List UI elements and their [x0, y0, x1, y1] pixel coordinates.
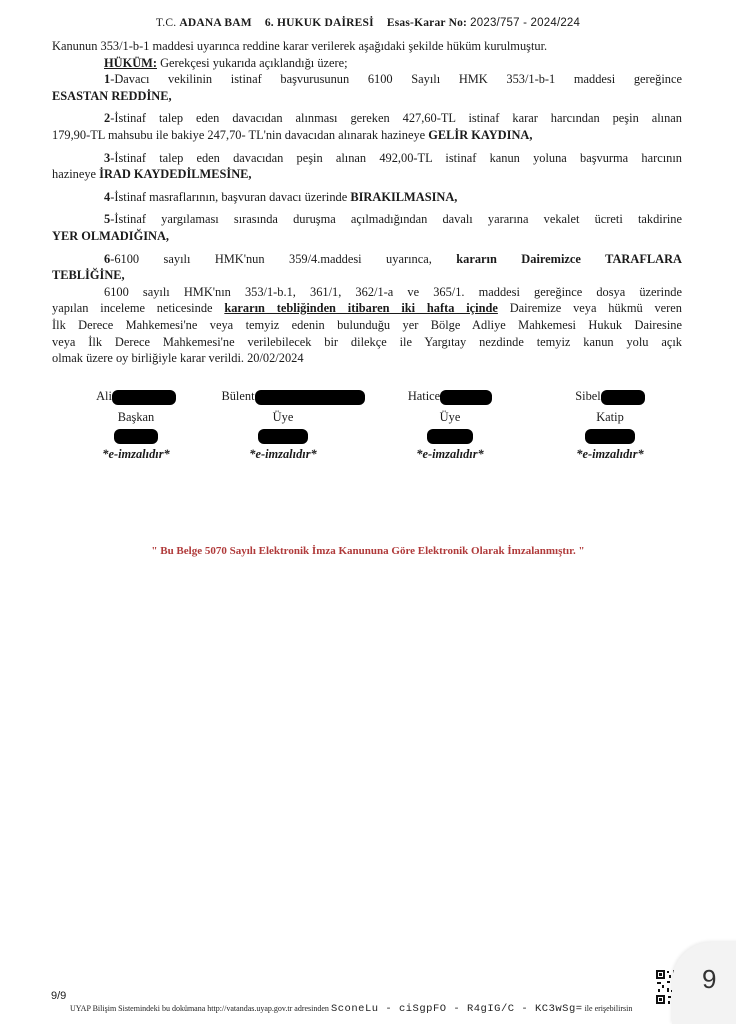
item-3-text: -İstinaf talep eden davacıdan peşin alınan 492,00-TL istinaf kanun yoluna başvurma harcının — [110, 150, 682, 165]
redaction-bar — [440, 390, 492, 405]
item-1-text: -Davacı vekilinin istinaf başvurusunun 6100 Sayılı HMK 353/1-b-1 maddesi gereğince — [110, 72, 682, 87]
item-5 — [52, 211, 682, 228]
header-court: ADANA BAM — [179, 17, 252, 29]
item-4-text: -İstinaf masraflarının, başvuran davacı üzerinde — [110, 189, 351, 204]
hukum-paragraph — [52, 55, 682, 72]
redaction-bar — [255, 390, 365, 405]
item-4 — [52, 189, 682, 206]
hukum-text: Gerekçesi yukarıda açıklandığı üzere; — [157, 55, 348, 70]
header-prefix: T.C. — [155, 17, 177, 29]
signature-role: Katip — [596, 410, 624, 424]
redaction-bar — [258, 429, 308, 444]
final-line-3: İlk Derece Mahkemesi'ne veya temyiz edenin bulunduğu yer Bölge Adliye Mahkemesi Hukuk Dairesine — [52, 317, 682, 332]
signature-block-4 — [540, 389, 680, 462]
signature-role: Üye — [439, 410, 461, 424]
body-line-0: Kanunun 353/1-b-1 maddesi uyarınca reddine karar verilerek aşağıdaki şekilde hüküm kurulmuştur. — [52, 39, 548, 53]
item-2-text-2: 179,90-TL mahsubu ile bakiye 247,70- TL'nin davacıdan alınarak hazineye — [52, 127, 429, 142]
signature-name: Hatice — [407, 389, 441, 403]
final-line-1: 6100 sayılı HMK'nın 353/1-b.1, 361/1, 362/1-a ve 365/1. maddesi gereğince dosya üzerinde — [104, 284, 682, 299]
header-chamber: 6. HUKUK DAİRESİ — [264, 17, 374, 29]
item-4-bold: BIRAKILMASINA, — [350, 189, 458, 204]
header-esas-label: Esas-Karar No: — [386, 17, 468, 29]
redaction-bar — [427, 429, 473, 444]
footer-verification-code: SconeLu - ciSgpFO - R4gIG/C - KC3wSg= — [330, 1003, 583, 1015]
item-1-ruling — [52, 88, 682, 105]
footer-text-after: ile erişebilirsin — [582, 1004, 633, 1013]
item-6-bold: kararın Dairemizce TARAFLARA — [456, 251, 683, 266]
esignature-notice: " Bu Belge 5070 Sayılı Elektronik İmza Kanununa Göre Elektronik Olarak İmzalanmıştır. " — [151, 545, 585, 557]
signature-eimza: *e-imzalıdır* — [249, 447, 317, 461]
footer-page-counter: 9/9 — [51, 990, 67, 1002]
item-3-text-2: hazineye — [52, 167, 100, 182]
footer-verification-line — [70, 1003, 650, 1015]
final-2-bold: kararın tebliğinden itibaren iki hafta içinde — [224, 301, 498, 316]
final-2-text-b: Dairemize veya hükmü veren — [497, 301, 683, 316]
item-5-text: -İstinaf yargılaması sırasında duruşma açılmadığından davalı yararına vekalet ücreti takdirine — [110, 212, 682, 227]
page-number-badge[interactable] — [672, 942, 736, 1024]
signature-eimza: *e-imzalıdır* — [576, 447, 644, 461]
signature-role: Başkan — [117, 410, 155, 424]
document-header — [0, 17, 736, 29]
signature-block-2 — [208, 389, 378, 462]
signature-block-3 — [380, 389, 520, 462]
item-6-text: -6100 sayılı HMK'nun 359/4.maddesi uyarınca, — [110, 251, 457, 266]
item-2-number: 2 — [104, 111, 111, 126]
item-2 — [52, 110, 682, 127]
signature-name: Sibel — [575, 389, 601, 403]
final-line-2 — [52, 300, 682, 317]
item-1 — [52, 71, 682, 88]
redaction-bar — [112, 390, 176, 405]
item-5-bold: YER OLMADIĞINA, — [52, 228, 170, 243]
item-5-ruling — [52, 228, 682, 245]
item-5-number: 5 — [104, 212, 111, 227]
hukum-label: HÜKÜM: — [104, 55, 157, 70]
item-3-number: 3 — [104, 150, 111, 165]
signature-eimza: *e-imzalıdır* — [102, 447, 170, 461]
signature-block-1 — [66, 389, 206, 462]
item-6-bold-2: TEBLİĞİNE, — [52, 268, 125, 283]
redaction-bar — [114, 429, 158, 444]
item-3-bold: İRAD KAYDEDİLMESİNE, — [99, 167, 252, 182]
page-badge-number: 9 — [702, 964, 717, 994]
document-body — [52, 38, 682, 367]
item-2-text: -İstinaf talep eden davacıdan alınması gereken 427,60-TL istinaf karar harcından peşin alınan — [110, 111, 682, 126]
final-2-text-a: yapılan inceleme neticesinde — [52, 301, 225, 316]
redaction-bar — [585, 429, 635, 444]
item-2-bold: GELİR KAYDINA, — [428, 127, 533, 142]
item-3 — [52, 150, 682, 167]
item-3-cont — [52, 166, 682, 183]
signature-name: Bülent — [221, 389, 255, 403]
item-6 — [52, 251, 682, 268]
final-line-4: veya İlk Derece Mahkemesi'ne verilebilecek bir dilekçe ile Yargıtay nezdinde temyiz kanun yolu açık — [52, 334, 682, 349]
redaction-bar — [601, 390, 645, 405]
item-1-bold: ESASTAN REDDİNE, — [52, 88, 172, 103]
final-line-5: olmak üzere oy birliğiyle karar verildi. 20/02/2024 — [52, 351, 304, 366]
item-1-number: 1 — [104, 72, 111, 87]
header-esas-value: 2023/757 - 2024/224 — [470, 17, 581, 29]
item-4-number: 4 — [104, 189, 111, 204]
signature-name: Ali — [96, 389, 112, 403]
signature-eimza: *e-imzalıdır* — [416, 447, 484, 461]
item-6-ruling — [52, 267, 682, 284]
footer-text-before: UYAP Bilişim Sistemindeki bu dokümana http://vatandas.uyap.gov.tr adresinden — [70, 1004, 331, 1013]
item-6-number: 6 — [104, 251, 111, 266]
item-2-cont — [52, 127, 682, 144]
signature-role: Üye — [272, 410, 294, 424]
